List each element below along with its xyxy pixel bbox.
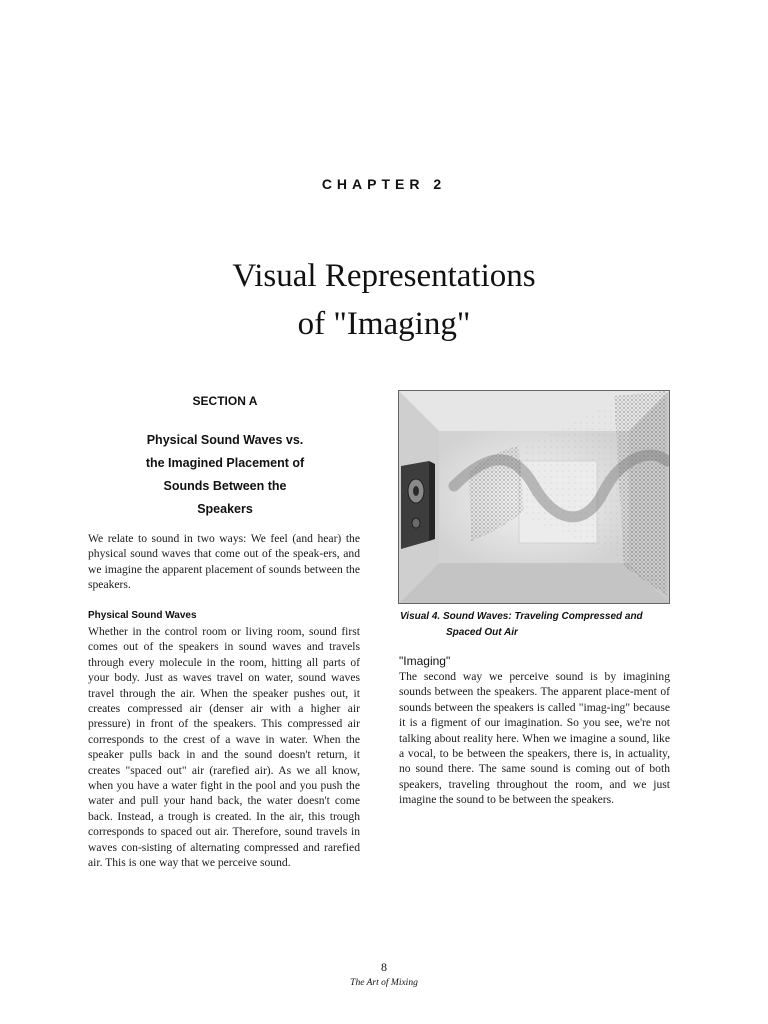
chapter-title-line-2: of "Imaging" [297,306,471,342]
section-title-line: Speakers [197,502,253,516]
chapter-label: CHAPTER 2 [321,176,447,192]
section-title [110,429,340,521]
figure-caption-line-2: Spaced Out Air [446,627,518,638]
room-speaker-wave-drawing [399,391,669,603]
sound-waves-illustration [398,390,670,604]
section-title-line: Sounds Between the [163,479,287,493]
chapter-title [100,252,668,348]
physical-sound-waves-paragraph: Whether in the control room or living room, sound first comes out of the speakers in sound waves and travels through every molecule in the room, hitting all parts of your body. Just as waves travel on water, sound waves travel through the air. When the speaker pushes out, it creates compressed air (denser air with a higher air pressure) in front of the speakers. This compressed air corresponds to the crest of a wave in water. When the speaker pulls back in and the sound doesn't return, it creates "spaced out" air (rarefied air). As we all know, when you have a water fight in the pool and you push the water and pull your hand back, the water doesn't come back. Instead, a trough is created. In the air, this trough corresponds to spaced out air. Therefore, sound travels in waves con-sisting of alternating compressed and rarefied air. This is one way that we perceive sound. [88,625,360,870]
imaging-heading: "Imaging" [399,654,451,668]
book-title: The Art of Mixing [350,978,418,988]
section-label: SECTION A [192,394,258,408]
imaging-paragraph: The second way we perceive sound is by imagining sounds between the speakers. The apparent place-ment of sounds between the speakers is called "imag-ing" because it is a figment of our imagination. So you see, we're not talking about reality here. When we imagine a sound, like a vocal, to be between the speakers, there is, in actuality, no sound there. The same sound is coming out of both speakers, traveling throughout the room, and we just imagine the sound to be between the speakers. [399,670,670,807]
page-number: 8 [381,960,387,974]
figure-caption [400,609,672,641]
physical-sound-waves-heading: Physical Sound Waves [88,610,197,621]
intro-paragraph: We relate to sound in two ways: We feel (and hear) the physical sound waves that come out of the speak-ers, and we imagine the apparent placement of sounds between the speakers. [88,532,360,592]
chapter-title-line-1: Visual Representations [232,258,536,294]
section-title-line: Physical Sound Waves vs. [146,433,304,447]
section-title-line: the Imagined Placement of [145,456,305,470]
figure-caption-line-1: Visual 4. Sound Waves: Traveling Compressed and [400,611,643,622]
